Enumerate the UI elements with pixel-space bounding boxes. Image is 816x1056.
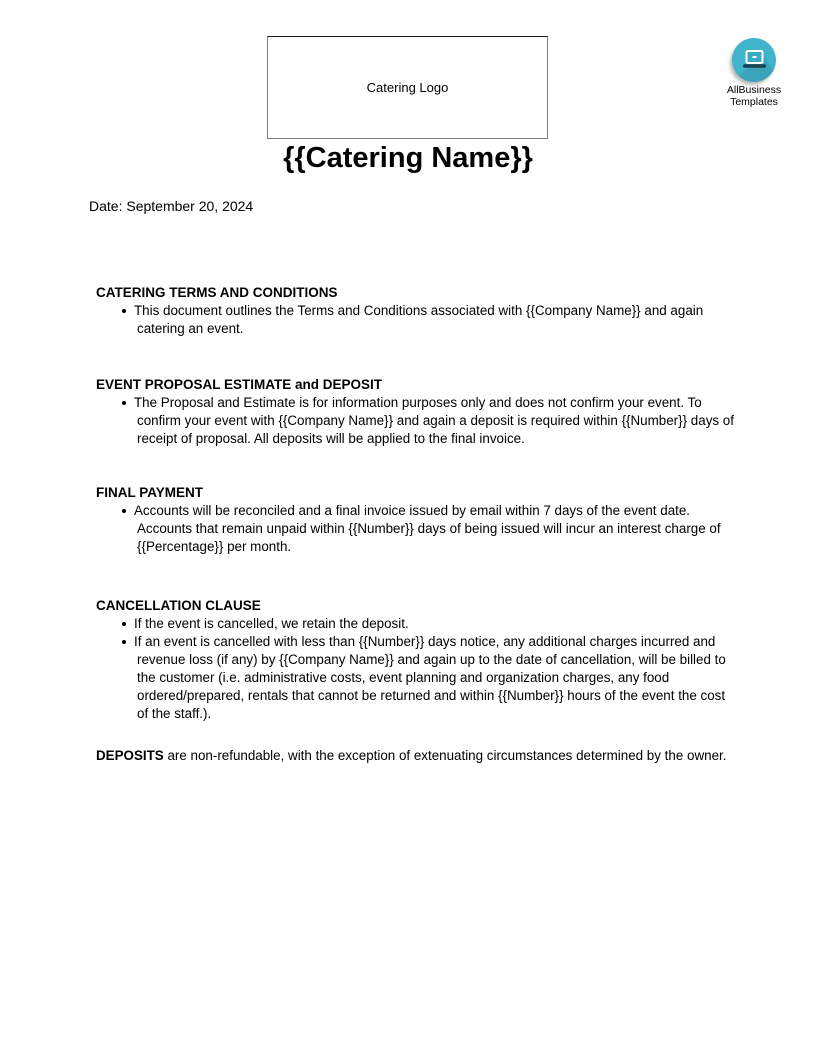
- deposits-text: are non-refundable, with the exception of extenuating circumstances determined by the owner.: [163, 748, 727, 763]
- bullet-list: [96, 302, 736, 338]
- document-body: [96, 284, 736, 765]
- bullet-item: • This document outlines the Terms and Conditions associated with {{Company Name}} and again catering an event.: [137, 302, 736, 338]
- brand-name-line2: Templates: [730, 95, 778, 108]
- brand-circle: [732, 38, 776, 82]
- catering-logo-label: Catering Logo: [366, 80, 449, 95]
- section-heading: CANCELLATION CLAUSE: [96, 598, 261, 613]
- page-title: {{Catering Name}}: [283, 142, 533, 174]
- section-cancellation-clause: [96, 597, 736, 723]
- section-heading: EVENT PROPOSAL ESTIMATE and DEPOSIT: [96, 377, 383, 392]
- bullet-list: [96, 615, 736, 723]
- section-event-proposal: [96, 376, 736, 448]
- section-heading: CATERING TERMS AND CONDITIONS: [96, 285, 338, 300]
- bullet-list: [96, 394, 736, 448]
- brand-name-line1: AllBusiness: [726, 84, 782, 96]
- bullet-item: • The Proposal and Estimate is for information purposes only and does not confirm your event. To confirm your event with {{Company Name}} and again a deposit is required within {{Number}} days of receipt of proposal. All deposits will be applied to the final invoice.: [137, 394, 736, 448]
- catering-logo-placeholder: [267, 36, 548, 139]
- laptop-icon: [741, 49, 768, 72]
- section-final-payment: [96, 484, 736, 556]
- section-catering-terms: [96, 284, 736, 338]
- bullet-item: • If an event is cancelled with less than {{Number}} days notice, any additional charges incurred and revenue loss (if any) by {{Company Name}} and again up to the date of cancellation, will be billed to the customer (i.e. administrative costs, event planning and organization charges, any food ordered/prepared, rentals that cannot be returned and within {{Number}} hours of the event the cost of the staff.).: [137, 633, 736, 723]
- bullet-item: • If the event is cancelled, we retain the deposit.: [137, 615, 736, 633]
- date-line: Date: September 20, 2024: [89, 198, 254, 214]
- deposits-paragraph: [96, 747, 736, 765]
- bullet-list: [96, 502, 736, 556]
- deposits-lead: DEPOSITS: [96, 748, 164, 763]
- allbusiness-templates-logo: [711, 38, 797, 108]
- bullet-item: • Accounts will be reconciled and a final invoice issued by email within 7 days of the event date. Accounts that remain unpaid within {{Number}} days of being issued will incur an interest charge of {{Percentage}} per month.: [137, 502, 736, 556]
- section-heading: FINAL PAYMENT: [96, 485, 204, 500]
